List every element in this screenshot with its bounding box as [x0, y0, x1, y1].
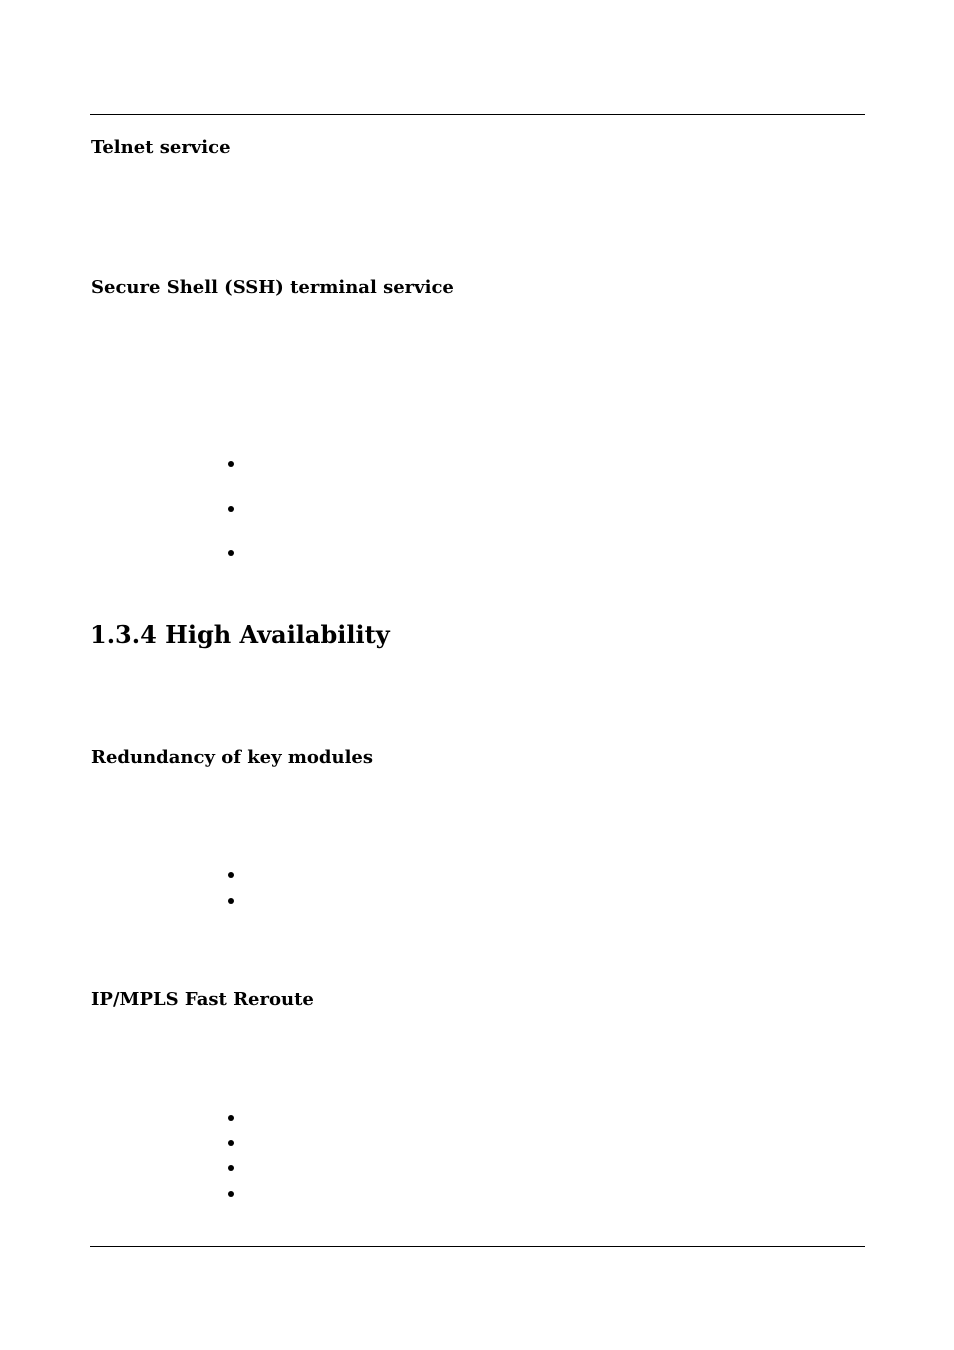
footer-rule — [90, 1246, 865, 1247]
list-item-bullet — [226, 896, 236, 906]
list-item-bullet — [226, 1138, 236, 1148]
header-rule — [90, 114, 865, 115]
list-item-bullet — [226, 1113, 236, 1123]
redundancy-heading: Redundancy of key modules — [91, 747, 374, 768]
telnet-service-heading: Telnet service — [91, 137, 231, 158]
fast-reroute-heading: IP/MPLS Fast Reroute — [91, 989, 314, 1010]
list-item-bullet — [226, 504, 236, 514]
ssh-service-heading: Secure Shell (SSH) terminal service — [91, 277, 454, 298]
section-heading-high-availability: 1.3.4 High Availability — [90, 620, 390, 649]
list-item-bullet — [226, 459, 236, 469]
list-item-bullet — [226, 1163, 236, 1173]
list-item-bullet — [226, 870, 236, 880]
list-item-bullet — [226, 548, 236, 558]
list-item-bullet — [226, 1189, 236, 1199]
